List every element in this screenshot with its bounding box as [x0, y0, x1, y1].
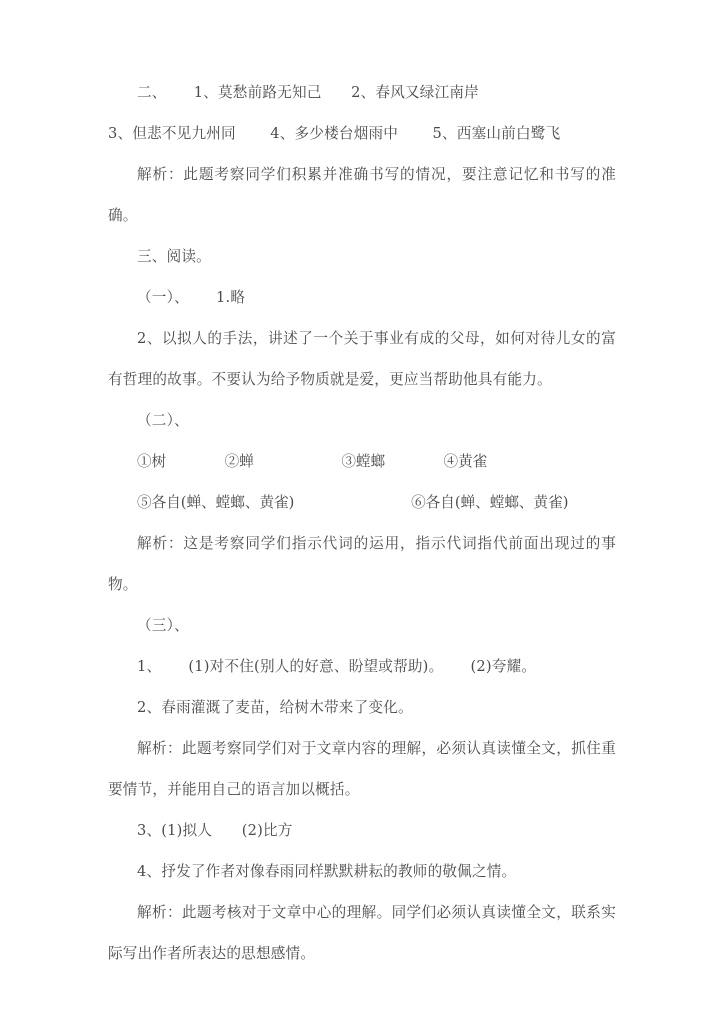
answer-paragraph: ⑤各自(蝉、螳螂、黄雀) ⑥各自(蝉、螳螂、黄雀): [137, 494, 569, 511]
analysis-paragraph: 解析：此题考察同学们积累并准确书写的情况，要注意记忆和书写的准确。: [108, 166, 616, 224]
answer-paragraph: 2、以拟人的手法，讲述了一个关于事业有成的父母，如何对待儿女的富有哲理的故事。不要认为给予物质就是爱，更应当帮助他具有能力。: [108, 330, 616, 388]
document-text-body: [108, 72, 616, 974]
answer-paragraph: 3、(1)拟人 (2)比方: [137, 822, 293, 839]
section-heading: 三、阅读。: [137, 248, 211, 265]
analysis-paragraph: 解析：这是考察同学们指示代词的运用，指示代词指代前面出现过的事物。: [108, 535, 616, 593]
answer-paragraph: ①树 ②蝉 ③螳螂 ④黄雀: [137, 453, 488, 470]
answer-paragraph: 4、抒发了作者对像春雨同样默默耕耘的教师的敬佩之情。: [137, 863, 517, 880]
answer-paragraph: 1、 (1)对不住(别人的好意、盼望或帮助)。 (2)夸耀。: [137, 658, 537, 675]
subsection-heading: （一）、 1.略: [137, 289, 246, 306]
subsection-heading: （三）、: [137, 617, 189, 634]
analysis-paragraph: 解析：此题考察同学们对于文章内容的理解，必须认真读懂全文，抓住重要情节，并能用自己的语言加以概括。: [108, 740, 616, 798]
subsection-heading: （二）、: [137, 412, 189, 429]
answer-paragraph: 3、但悲不见九州同 4、多少楼台烟雨中 5、西塞山前白鹭飞: [108, 125, 561, 142]
answer-paragraph: 二、 1、莫愁前路无知己 2、春风又绿江南岸: [137, 84, 479, 101]
answer-paragraph: 2、春雨灌溉了麦苗，给树木带来了变化。: [137, 699, 413, 716]
analysis-paragraph: 解析：此题考核对于文章中心的理解。同学们必须认真读懂全文，联系实际写出作者所表达的思想感情。: [108, 904, 616, 962]
